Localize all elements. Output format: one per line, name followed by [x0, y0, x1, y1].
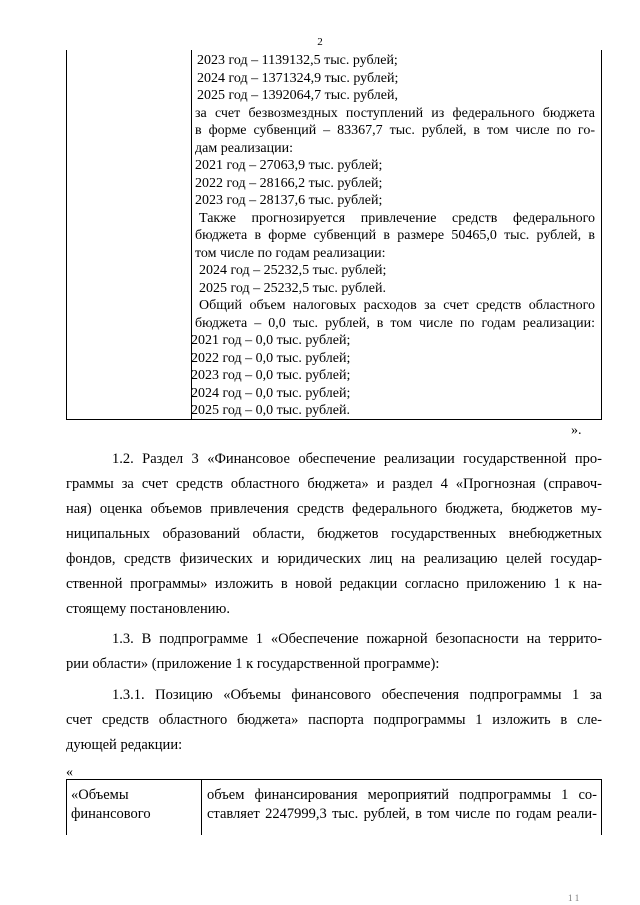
position-value-line: объем финансирования мероприятий подпрограммы 1 со- [207, 787, 597, 803]
funding-line: в форме субвенций – 83367,7 тыс. рублей, в том числе по го- [195, 123, 595, 138]
opening-quote: « [66, 765, 73, 780]
funding-line: 2022 год – 0,0 тыс. рублей; [191, 350, 351, 366]
closing-quote: ». [571, 423, 582, 438]
funding-line: 2024 год – 1371324,9 тыс. рублей; [197, 70, 399, 86]
paragraph-1-3 [66, 627, 602, 677]
position-name-line: финансового [71, 806, 151, 822]
paragraph-line: дующей редакции: [66, 737, 183, 753]
paragraph-line: 1.2. Раздел 3 «Финансовое обеспечение реализации государственной про- [112, 451, 602, 467]
funding-line: 2023 год – 1139132,5 тыс. рублей; [197, 53, 398, 68]
paragraph-line: 1.3.1. Позицию «Объемы финансового обеспечения подпрограммы 1 за [112, 687, 602, 703]
funding-table-continuation [66, 50, 602, 420]
funding-line: дам реализации: [195, 140, 294, 156]
position-name-line: «Объемы [71, 787, 129, 803]
funding-line: 2025 год – 0,0 тыс. рублей. [191, 403, 350, 418]
funding-line: 2025 год – 25232,5 тыс. рублей. [199, 280, 386, 296]
paragraph-line: стоящему постановлению. [66, 601, 230, 617]
funding-line: 2021 год – 27063,9 тыс. рублей; [195, 158, 383, 173]
table-column-divider [201, 780, 202, 835]
funding-line: 2023 год – 0,0 тыс. рублей; [191, 368, 351, 383]
paragraph-line: счет средств областного бюджета» паспорта подпрограммы 1 изложить в сле- [66, 712, 602, 728]
funding-line: бюджета – 0,0 тыс. рублей, в том числе по годам реализации: [195, 315, 595, 331]
page-number: 2 [317, 36, 323, 48]
paragraph-line: граммы за счет средств областного бюджета» и раздел 4 «Прогнозная (справоч- [66, 476, 602, 492]
paragraph-line: ственной программы» изложить в новой редакции согласно приложению 1 к на- [66, 576, 602, 592]
paragraph-line: рии области» (приложение 1 к государственной программе): [66, 656, 440, 672]
position-name-cell [71, 786, 197, 824]
paragraph-line: 1.3. В подпрограмме 1 «Обеспечение пожарной безопасности на террито- [112, 631, 602, 647]
funding-volume-table [66, 779, 602, 835]
funding-line: бюджета в форме субвенций в размере 50465,0 тыс. рублей, в [195, 228, 595, 243]
funding-line: 2024 год – 0,0 тыс. рублей; [191, 385, 351, 401]
paragraph-line: ная) оценка объемов привлечения средств федерального бюджета, бюджетов му- [66, 501, 602, 517]
funding-line: Общий объем налоговых расходов за счет средств областного [199, 298, 595, 313]
footer-mark: 1 1 [568, 893, 580, 903]
funding-line: за счет безвозмездных поступлений из федерального бюджета [195, 105, 595, 121]
position-value-line: ставляет 2247999,3 тыс. рублей, в том числе по годам реали- [207, 806, 597, 822]
funding-line: 2025 год – 1392064,7 тыс. рублей, [197, 88, 398, 103]
paragraph-1-3-1 [66, 683, 602, 758]
funding-line: 2023 год – 28137,6 тыс. рублей; [195, 193, 383, 208]
funding-cell [191, 52, 595, 420]
funding-line: Также прогнозируется привлечение средств федерального [199, 210, 595, 226]
funding-line: 2022 год – 28166,2 тыс. рублей; [195, 175, 383, 191]
paragraph-1-2 [66, 447, 602, 622]
funding-line: 2021 год – 0,0 тыс. рублей; [191, 333, 351, 348]
funding-line: 2024 год – 25232,5 тыс. рублей; [199, 263, 387, 278]
funding-line: том числе по годам реализации: [195, 245, 386, 261]
paragraph-line: ниципальных образований области, бюджетов государственных внебюджетных [66, 526, 602, 542]
position-value-cell [207, 786, 597, 824]
paragraph-line: фондов, средств физических и юридических лиц на реализацию целей государ- [66, 551, 602, 567]
